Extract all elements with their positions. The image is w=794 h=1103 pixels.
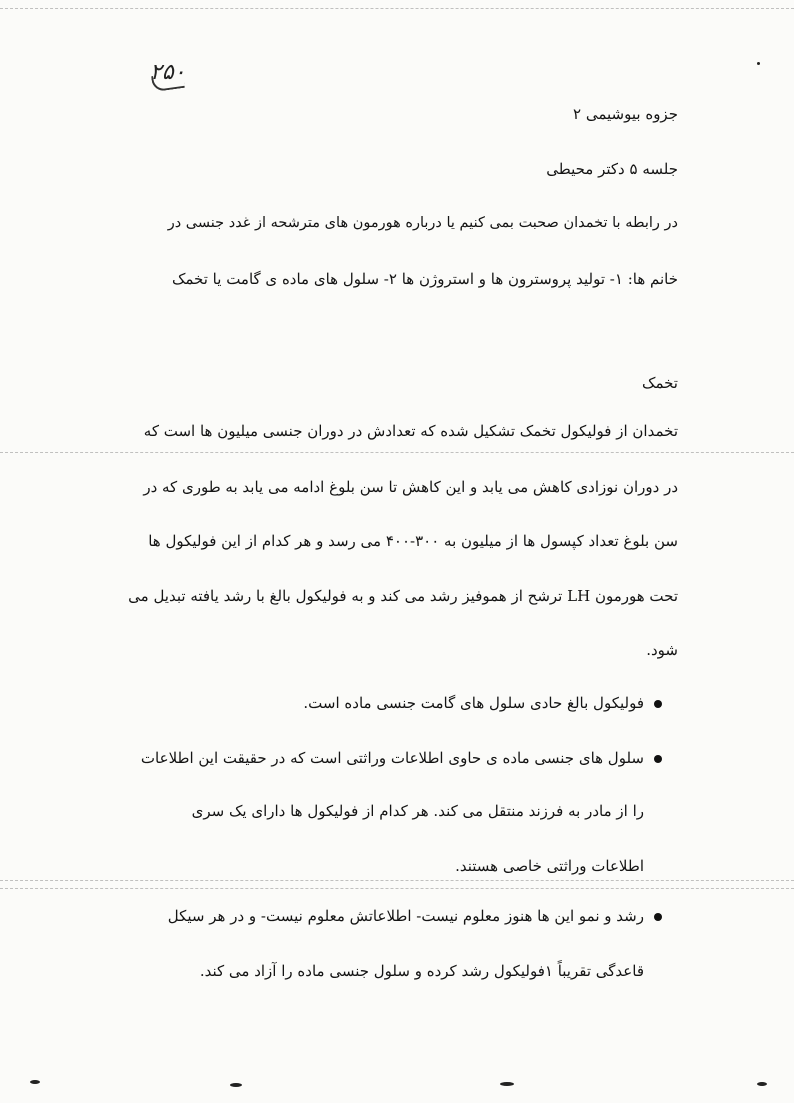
paragraph-line: تحت هورمون LH ترشح از هموفیز رشد می کند و به فولیکول بالغ با رشد یافته تبدیل می [128, 587, 678, 605]
scan-speck [30, 1080, 40, 1084]
bullet-text: فولیکول بالغ حادی سلول های گامت جنسی ماده است. [303, 694, 644, 712]
scan-speck [500, 1082, 514, 1086]
handwritten-page-number: ۲۵۰ [150, 60, 186, 85]
paragraph-line: در دوران نوزادی کاهش می یابد و این کاهش تا سن بلوغ ادامه می یابد به طوری که در [143, 478, 678, 496]
scan-artifact-line [0, 8, 794, 9]
bullet-text: اطلاعات وراثتی خاصی هستند. [455, 857, 644, 875]
course-title: جزوه بیوشیمی ۲ [573, 105, 678, 123]
intro-line: در رابطه با تخمدان صحبت بمی کنیم یا درباره هورمون های مترشحه از غدد جنسی در [167, 215, 678, 231]
scan-speck [757, 1082, 767, 1086]
bullet-text: سلول های جنسی ماده ی حاوی اطلاعات وراثتی است که در حقیقت این اطلاعات [140, 749, 644, 767]
scan-artifact-line [0, 452, 794, 453]
paragraph-line: سن بلوغ تعداد کپسول ها از میلیون به ۳۰۰-۴۰۰ می رسد و هر کدام از این فولیکول ها [148, 532, 678, 550]
bullet-icon [654, 700, 662, 708]
scan-artifact-line [0, 888, 794, 889]
section-heading: تخمک [642, 374, 678, 392]
session-title: جلسه ۵ دکتر محیطی [546, 160, 678, 178]
bullet-text: رشد و نمو این ها هنوز معلوم نیست- اطلاعاتش معلوم نیست- و در هر سیکل [167, 907, 644, 925]
bullet-text: را از مادر به فرزند منتقل می کند. هر کدام از فولیکول ها دارای یک سری [191, 802, 644, 820]
scan-speck [230, 1083, 242, 1087]
scan-speck [757, 62, 760, 65]
intro-line: خانم ها: ۱- تولید پروسترون ها و استروژن ها ۲- سلول های ماده ی گامت یا تخمک [171, 270, 678, 288]
scan-artifact-line [0, 880, 794, 881]
bullet-text: قاعدگی تقریباً ۱فولیکول رشد کرده و سلول جنسی ماده را آزاد می کند. [199, 962, 644, 980]
paragraph-line: شود. [646, 641, 678, 659]
paragraph-line: تخمدان از فولیکول تخمک تشکیل شده که تعدادش در دوران جنسی میلیون ها است که [143, 422, 678, 440]
bullet-icon [654, 755, 662, 763]
bullet-icon [654, 913, 662, 921]
